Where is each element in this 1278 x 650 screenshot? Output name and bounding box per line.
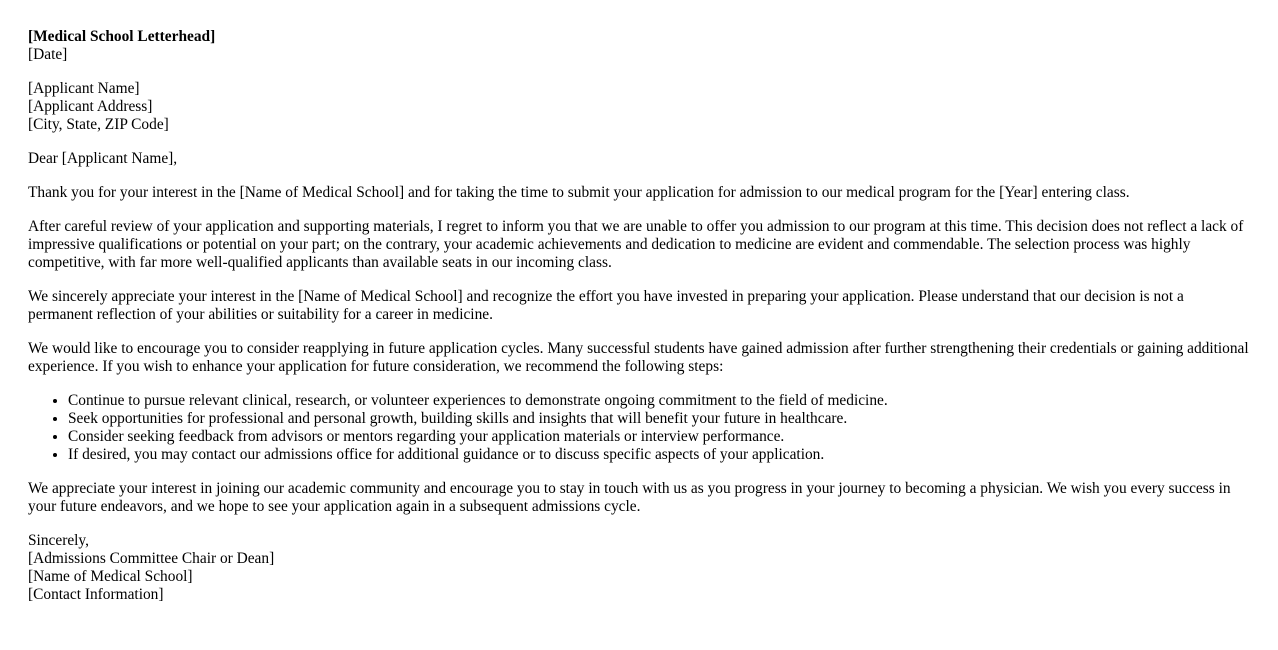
recipient-name: [Applicant Name] [28, 80, 140, 97]
list-item: • Seek opportunities for professional and personal growth, building skills and insights that will benefit your future in healthcare. [68, 410, 1250, 428]
letter [28, 28, 1250, 620]
paragraph-reapply: We would like to encourage you to consider reapplying in future application cycles. Many successful students have gained admission after further strengthening their credentials or gaining additional experience. If you wish to enhance your application for future consideration, we recommend the following steps: [28, 340, 1249, 375]
valediction: Sincerely, [28, 532, 89, 549]
paragraph-closing: We appreciate your interest in joining our academic community and encourage you to stay in touch with us as you progress in your journey to becoming a physician. We wish you every success in your future endeavors, and we hope to see your application again in a subsequent admissions cycle. [28, 480, 1231, 515]
list-item: • Consider seeking feedback from advisors or mentors regarding your application materials or interview performance. [68, 428, 1250, 446]
paragraph-thank-you: Thank you for your interest in the [Name of Medical School] and for taking the time to submit your application for admission to our medical program for the [Year] entering class. [28, 184, 1130, 201]
letter-date: [Date] [28, 46, 68, 63]
signer-title: [Admissions Committee Chair or Dean] [28, 550, 275, 567]
greeting: Dear [Applicant Name], [28, 150, 178, 167]
signer-contact: [Contact Information] [28, 586, 164, 603]
list-item: • Continue to pursue relevant clinical, research, or volunteer experiences to demonstrate ongoing commitment to the field of medicine. [68, 392, 1250, 410]
letter-header [28, 28, 1250, 64]
recipient-address-block [28, 80, 1250, 134]
paragraph-appreciation: We sincerely appreciate your interest in the [Name of Medical School] and recognize the effort you have invested in preparing your application. Please understand that our decision is not a permanent reflection of your abilities or suitability for a career in medicine. [28, 288, 1184, 323]
letterhead: [Medical School Letterhead] [28, 28, 216, 45]
list-item: • If desired, you may contact our admissions office for additional guidance or to discuss specific aspects of your application. [68, 446, 1250, 464]
recommended-steps-list [28, 392, 1250, 464]
recipient-city-state-zip: [City, State, ZIP Code] [28, 116, 169, 133]
paragraph-decision: After careful review of your application and supporting materials, I regret to inform you that we are unable to offer you admission to our program at this time. This decision does not reflect a lack of impressive qualifications or potential on your part; on the contrary, your academic achievements and dedication to medicine are evident and commendable. The selection process was highly competitive, with far more well-qualified applicants than available seats in our incoming class. [28, 218, 1244, 271]
recipient-address: [Applicant Address] [28, 98, 153, 115]
signer-school: [Name of Medical School] [28, 568, 193, 585]
signature-block [28, 532, 1250, 604]
